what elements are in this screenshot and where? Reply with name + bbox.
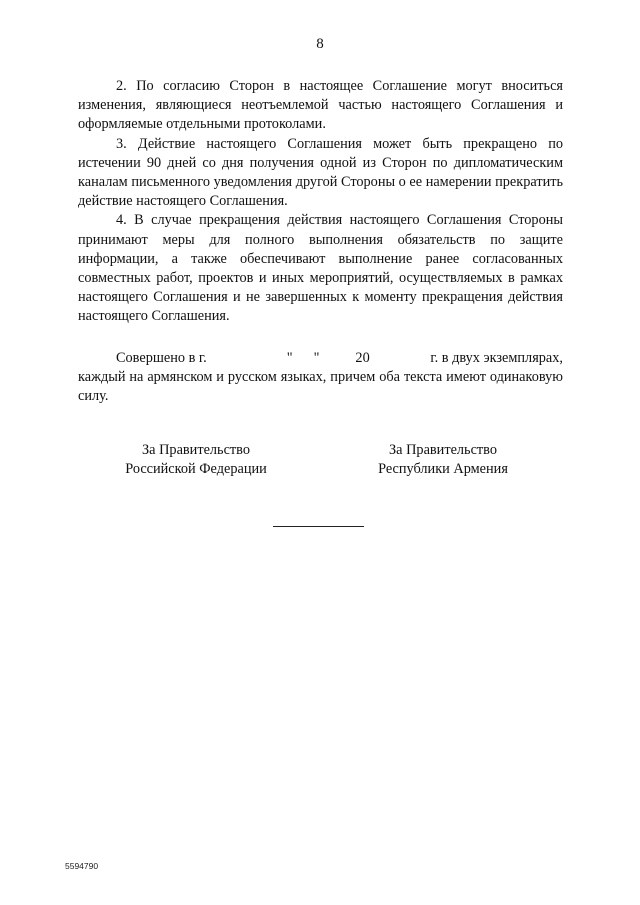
document-id: 5594790 [65, 861, 99, 871]
execution-clause [78, 349, 563, 407]
year-prefix: 20 [355, 350, 370, 366]
paragraph-amendments: 2. По согласию Сторон в настоящее Соглашение могут вноситься изменения, являющиеся неотъемлемой частью настоящего Соглашения и оформляемые отдельными протоколами. [78, 78, 563, 133]
date-quote-open: " [286, 350, 293, 366]
signature-armenia-line2: Республики Армения [378, 461, 508, 478]
paragraph-obligations: 4. В случае прекращения действия настоящего Соглашения Стороны принимают меры для полного выполнения обязательств по защите информации, а также обеспечивают выполнение ранее согласованных совместных работ, проектов и иных мероприятий, осуществляемых в рамках настоящего Соглашения и не завершенных к моменту прекращения действия настоящего Соглашения. [78, 212, 563, 325]
page-number: 8 [316, 36, 324, 52]
signature-armenia-line1: За Правительство [389, 442, 497, 458]
signature-russia-line2: Российской Федерации [125, 461, 267, 478]
execution-languages-text: каждый на армянском и русском языках, причем оба текста имеют одинаковую силу. [78, 369, 563, 405]
paragraph-termination: 3. Действие настоящего Соглашения может быть прекращено по истечении 90 дней со дня получения одной из Сторон по дипломатическим каналам письменного уведомления другой Стороны о ее намерении прекратить действие настоящего Соглашения. [78, 135, 563, 210]
signature-russia [76, 441, 316, 479]
execution-first-line [78, 349, 563, 368]
end-divider [273, 526, 364, 527]
execution-place-prefix: Совершено в г. [116, 350, 207, 366]
signature-armenia [323, 441, 563, 479]
agreement-body [78, 77, 563, 327]
signature-russia-line1: За Правительство [142, 442, 250, 458]
execution-copies-text: г. в двух экземплярах, [430, 350, 563, 366]
date-quote-close: " [313, 350, 320, 366]
